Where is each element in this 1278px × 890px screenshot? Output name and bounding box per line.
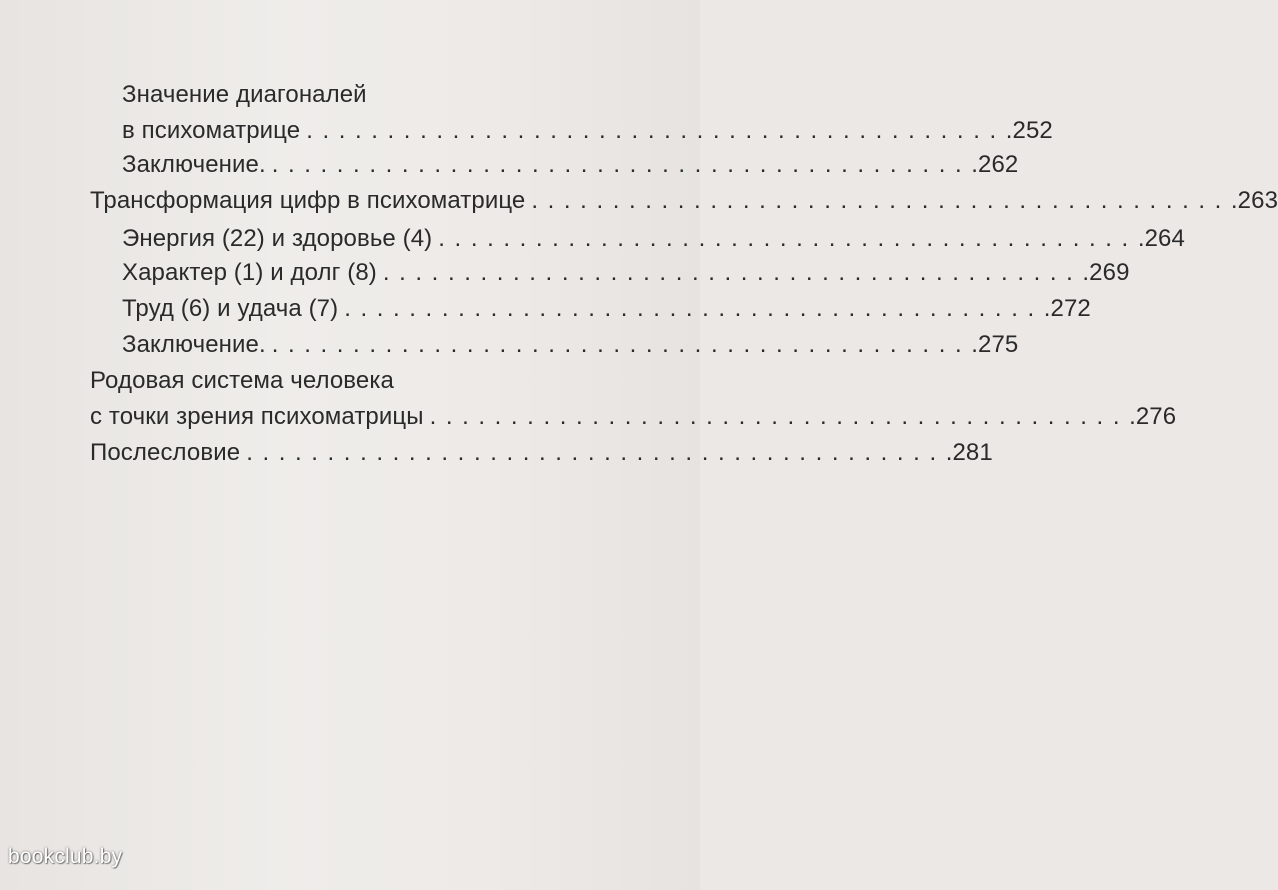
- dot-leader: ...........................................: [429, 403, 1130, 430]
- toc-entry-text: Родовая система человека: [90, 367, 394, 394]
- toc-page-number: .264: [1137, 225, 1185, 252]
- toc-entry-text: Значение диагоналей: [122, 81, 367, 108]
- toc-entry-text: Трансформация цифр в психоматрице: [90, 187, 526, 214]
- toc-entry-text: Характер (1) и долг (8): [122, 259, 377, 286]
- toc-entry-text: Заключение.: [122, 331, 266, 358]
- dot-leader: ...........................................: [344, 295, 1044, 322]
- toc-entry-text: Послесловие: [90, 439, 241, 466]
- toc-entry-conclusion-1: [122, 148, 1019, 182]
- toc-page-number: .276: [1129, 403, 1177, 430]
- dot-leader: ...........................................: [246, 439, 946, 466]
- toc-page-number: .281: [945, 439, 993, 466]
- toc-page-number: .272: [1043, 295, 1091, 322]
- toc-entry-diagonals: [122, 114, 1053, 148]
- toc-entry-character-duty: [122, 256, 1130, 290]
- toc-entry-work-luck: [122, 292, 1091, 326]
- dot-leader: ...........................................: [438, 225, 1138, 252]
- toc-entry-conclusion-2: [122, 328, 1019, 362]
- dot-leader: ...........................................: [306, 117, 1006, 144]
- toc-entry-afterword: [90, 436, 993, 470]
- toc-page-number: .275: [971, 331, 1019, 358]
- toc-entry-text: с точки зрения психоматрицы: [90, 403, 424, 430]
- toc-entry-text: Энергия (22) и здоровье (4): [122, 225, 433, 252]
- toc-entry-text: Заключение.: [122, 151, 266, 178]
- toc-entry-family-system-line1: [90, 364, 662, 398]
- dot-leader: ...........................................: [531, 187, 1231, 214]
- toc-entry-text: в психоматрице: [122, 117, 301, 144]
- toc-entry-diagonals-line1: [122, 78, 662, 112]
- dot-leader: ...........................................: [382, 259, 1083, 286]
- dot-leader: ...........................................: [271, 331, 972, 358]
- dot-leader: ...........................................: [271, 151, 972, 178]
- toc-page-number: .262: [971, 151, 1019, 178]
- toc-page-number: .263: [1230, 187, 1278, 214]
- toc-page-number: .252: [1005, 117, 1053, 144]
- toc-entry-family-system: [90, 400, 1177, 434]
- toc-entry-transformation: [90, 184, 1278, 218]
- toc-entry-text: Труд (6) и удача (7): [122, 295, 339, 322]
- toc-page-number: .269: [1082, 259, 1130, 286]
- watermark-text: bookclub.by: [8, 845, 123, 868]
- toc-entry-energy-health: [122, 222, 1185, 256]
